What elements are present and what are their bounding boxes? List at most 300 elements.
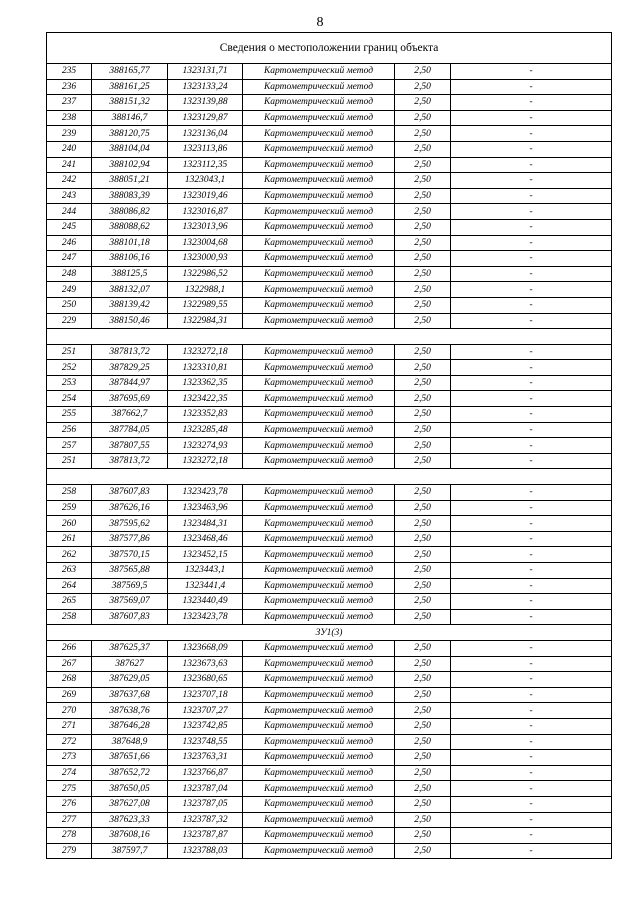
description-cell: -	[451, 594, 612, 610]
accuracy-cell: 2,50	[395, 718, 451, 734]
description-cell: -	[451, 126, 612, 142]
table-row	[47, 609, 612, 625]
x-coordinate-cell: 387629,05	[92, 672, 168, 688]
table-header-row	[47, 33, 612, 64]
table-row	[47, 594, 612, 610]
accuracy-cell: 2,50	[395, 656, 451, 672]
accuracy-cell: 2,50	[395, 375, 451, 391]
point-number-cell: 244	[47, 204, 92, 220]
description-cell: -	[451, 313, 612, 329]
table-row	[47, 672, 612, 688]
description-cell: -	[451, 282, 612, 298]
accuracy-cell: 2,50	[395, 438, 451, 454]
accuracy-cell: 2,50	[395, 531, 451, 547]
y-coordinate-cell: 1323788,03	[168, 843, 243, 859]
y-coordinate-cell: 1323274,93	[168, 438, 243, 454]
table-row	[47, 640, 612, 656]
description-cell: -	[451, 828, 612, 844]
point-number-cell: 256	[47, 422, 92, 438]
point-number-cell: 236	[47, 79, 92, 95]
accuracy-cell: 2,50	[395, 282, 451, 298]
y-coordinate-cell: 1322989,55	[168, 297, 243, 313]
x-coordinate-cell: 388150,46	[92, 313, 168, 329]
table-row	[47, 812, 612, 828]
x-coordinate-cell: 387637,68	[92, 687, 168, 703]
y-coordinate-cell: 1323272,18	[168, 344, 243, 360]
table-row	[47, 188, 612, 204]
y-coordinate-cell: 1323131,71	[168, 64, 243, 80]
table-row	[47, 157, 612, 173]
x-coordinate-cell: 387625,37	[92, 640, 168, 656]
description-cell: -	[451, 500, 612, 516]
description-cell: -	[451, 750, 612, 766]
description-cell: -	[451, 531, 612, 547]
y-coordinate-cell: 1323748,55	[168, 734, 243, 750]
description-cell: -	[451, 407, 612, 423]
x-coordinate-cell: 388088,62	[92, 219, 168, 235]
point-number-cell: 238	[47, 110, 92, 126]
point-number-cell: 242	[47, 173, 92, 189]
y-coordinate-cell: 1323787,04	[168, 781, 243, 797]
point-number-cell: 265	[47, 594, 92, 610]
accuracy-cell: 2,50	[395, 812, 451, 828]
accuracy-cell: 2,50	[395, 453, 451, 469]
description-cell: -	[451, 703, 612, 719]
point-number-cell: 255	[47, 407, 92, 423]
y-coordinate-cell: 1323004,68	[168, 235, 243, 251]
method-cell: Картометрический метод	[243, 718, 395, 734]
table-row	[47, 313, 612, 329]
description-cell: -	[451, 734, 612, 750]
y-coordinate-cell: 1323787,05	[168, 796, 243, 812]
accuracy-cell: 2,50	[395, 251, 451, 267]
description-cell: -	[451, 563, 612, 579]
empty-cell	[47, 329, 612, 345]
y-coordinate-cell: 1323423,78	[168, 609, 243, 625]
point-number-cell: 267	[47, 656, 92, 672]
empty-cell	[47, 469, 612, 485]
table-row	[47, 64, 612, 80]
description-cell: -	[451, 375, 612, 391]
method-cell: Картометрический метод	[243, 516, 395, 532]
accuracy-cell: 2,50	[395, 110, 451, 126]
method-cell: Картометрический метод	[243, 282, 395, 298]
table-row	[47, 843, 612, 859]
x-coordinate-cell: 387597,7	[92, 843, 168, 859]
description-cell: -	[451, 640, 612, 656]
y-coordinate-cell: 1323016,87	[168, 204, 243, 220]
accuracy-cell: 2,50	[395, 703, 451, 719]
x-coordinate-cell: 387595,62	[92, 516, 168, 532]
description-cell: -	[451, 64, 612, 80]
description-cell: -	[451, 485, 612, 501]
method-cell: Картометрический метод	[243, 266, 395, 282]
point-number-cell: 246	[47, 235, 92, 251]
description-cell: -	[451, 266, 612, 282]
method-cell: Картометрический метод	[243, 438, 395, 454]
x-coordinate-cell: 387813,72	[92, 344, 168, 360]
x-coordinate-cell: 387565,88	[92, 563, 168, 579]
point-number-cell: 251	[47, 453, 92, 469]
x-coordinate-cell: 387577,86	[92, 531, 168, 547]
accuracy-cell: 2,50	[395, 796, 451, 812]
method-cell: Картометрический метод	[243, 500, 395, 516]
point-number-cell: 237	[47, 95, 92, 111]
description-cell: -	[451, 235, 612, 251]
method-cell: Картометрический метод	[243, 219, 395, 235]
y-coordinate-cell: 1323043,1	[168, 173, 243, 189]
accuracy-cell: 2,50	[395, 422, 451, 438]
table-row	[47, 422, 612, 438]
y-coordinate-cell: 1323463,96	[168, 500, 243, 516]
y-coordinate-cell: 1323707,18	[168, 687, 243, 703]
description-cell: -	[451, 547, 612, 563]
x-coordinate-cell: 387651,66	[92, 750, 168, 766]
y-coordinate-cell: 1323139,88	[168, 95, 243, 111]
accuracy-cell: 2,50	[395, 188, 451, 204]
point-number-cell: 239	[47, 126, 92, 142]
table-row	[47, 360, 612, 376]
method-cell: Картометрический метод	[243, 110, 395, 126]
point-number-cell: 275	[47, 781, 92, 797]
table-row	[47, 297, 612, 313]
y-coordinate-cell: 1323680,65	[168, 672, 243, 688]
y-coordinate-cell: 1322986,52	[168, 266, 243, 282]
point-number-cell: 252	[47, 360, 92, 376]
y-coordinate-cell: 1323707,27	[168, 703, 243, 719]
accuracy-cell: 2,50	[395, 157, 451, 173]
x-coordinate-cell: 387627,08	[92, 796, 168, 812]
point-number-cell: 229	[47, 313, 92, 329]
y-coordinate-cell: 1323787,32	[168, 812, 243, 828]
method-cell: Картометрический метод	[243, 609, 395, 625]
method-cell: Картометрический метод	[243, 422, 395, 438]
y-coordinate-cell: 1323452,15	[168, 547, 243, 563]
accuracy-cell: 2,50	[395, 360, 451, 376]
description-cell: -	[451, 843, 612, 859]
method-cell: Картометрический метод	[243, 391, 395, 407]
point-number-cell: 273	[47, 750, 92, 766]
description-cell: -	[451, 95, 612, 111]
description-cell: -	[451, 765, 612, 781]
accuracy-cell: 2,50	[395, 828, 451, 844]
point-number-cell: 272	[47, 734, 92, 750]
accuracy-cell: 2,50	[395, 750, 451, 766]
accuracy-cell: 2,50	[395, 516, 451, 532]
accuracy-cell: 2,50	[395, 95, 451, 111]
x-coordinate-cell: 388104,04	[92, 141, 168, 157]
table-row	[47, 204, 612, 220]
x-coordinate-cell: 388165,77	[92, 64, 168, 80]
table-row	[47, 126, 612, 142]
y-coordinate-cell: 1323136,04	[168, 126, 243, 142]
x-coordinate-cell: 388146,7	[92, 110, 168, 126]
zone-label: ЗУ1(3)	[47, 625, 612, 641]
point-number-cell: 271	[47, 718, 92, 734]
method-cell: Картометрический метод	[243, 547, 395, 563]
point-number-cell: 243	[47, 188, 92, 204]
description-cell: -	[451, 812, 612, 828]
method-cell: Картометрический метод	[243, 95, 395, 111]
point-number-cell: 266	[47, 640, 92, 656]
description-cell: -	[451, 781, 612, 797]
method-cell: Картометрический метод	[243, 297, 395, 313]
accuracy-cell: 2,50	[395, 141, 451, 157]
method-cell: Картометрический метод	[243, 594, 395, 610]
y-coordinate-cell: 1323673,63	[168, 656, 243, 672]
x-coordinate-cell: 387784,05	[92, 422, 168, 438]
table-row	[47, 734, 612, 750]
table-row	[47, 79, 612, 95]
table-row	[47, 563, 612, 579]
table-row	[47, 173, 612, 189]
y-coordinate-cell: 1323443,1	[168, 563, 243, 579]
point-number-cell: 245	[47, 219, 92, 235]
y-coordinate-cell: 1323352,83	[168, 407, 243, 423]
y-coordinate-cell: 1322984,31	[168, 313, 243, 329]
description-cell: -	[451, 438, 612, 454]
x-coordinate-cell: 387623,33	[92, 812, 168, 828]
x-coordinate-cell: 387569,5	[92, 578, 168, 594]
description-cell: -	[451, 609, 612, 625]
table-title: Сведения о местоположении границ объекта	[47, 33, 612, 64]
method-cell: Картометрический метод	[243, 360, 395, 376]
point-number-cell: 235	[47, 64, 92, 80]
accuracy-cell: 2,50	[395, 609, 451, 625]
method-cell: Картометрический метод	[243, 173, 395, 189]
description-cell: -	[451, 173, 612, 189]
x-coordinate-cell: 387626,16	[92, 500, 168, 516]
table-row	[47, 516, 612, 532]
method-cell: Картометрический метод	[243, 79, 395, 95]
x-coordinate-cell: 387608,16	[92, 828, 168, 844]
x-coordinate-cell: 387844,97	[92, 375, 168, 391]
method-cell: Картометрический метод	[243, 687, 395, 703]
table-row	[47, 391, 612, 407]
y-coordinate-cell: 1323441,4	[168, 578, 243, 594]
point-number-cell: 250	[47, 297, 92, 313]
point-number-cell: 241	[47, 157, 92, 173]
x-coordinate-cell: 388125,5	[92, 266, 168, 282]
description-cell: -	[451, 157, 612, 173]
method-cell: Картометрический метод	[243, 485, 395, 501]
y-coordinate-cell: 1323113,86	[168, 141, 243, 157]
accuracy-cell: 2,50	[395, 173, 451, 189]
point-number-cell: 257	[47, 438, 92, 454]
y-coordinate-cell: 1323310,81	[168, 360, 243, 376]
accuracy-cell: 2,50	[395, 687, 451, 703]
table-row	[47, 828, 612, 844]
point-number-cell: 258	[47, 609, 92, 625]
description-cell: -	[451, 578, 612, 594]
x-coordinate-cell: 387570,15	[92, 547, 168, 563]
x-coordinate-cell: 388151,32	[92, 95, 168, 111]
section-separator-row	[47, 469, 612, 485]
table-row	[47, 656, 612, 672]
y-coordinate-cell: 1323484,31	[168, 516, 243, 532]
boundary-coordinates-table	[46, 32, 612, 859]
table-row	[47, 219, 612, 235]
method-cell: Картометрический метод	[243, 734, 395, 750]
y-coordinate-cell: 1323742,85	[168, 718, 243, 734]
method-cell: Картометрический метод	[243, 750, 395, 766]
method-cell: Картометрический метод	[243, 672, 395, 688]
table-row	[47, 235, 612, 251]
table-row	[47, 703, 612, 719]
method-cell: Картометрический метод	[243, 640, 395, 656]
table-row	[47, 500, 612, 516]
x-coordinate-cell: 387652,72	[92, 765, 168, 781]
point-number-cell: 270	[47, 703, 92, 719]
section-separator-row	[47, 329, 612, 345]
description-cell: -	[451, 344, 612, 360]
table-row	[47, 95, 612, 111]
x-coordinate-cell: 388101,18	[92, 235, 168, 251]
point-number-cell: 253	[47, 375, 92, 391]
point-number-cell: 249	[47, 282, 92, 298]
description-cell: -	[451, 687, 612, 703]
table-row	[47, 407, 612, 423]
x-coordinate-cell: 388120,75	[92, 126, 168, 142]
y-coordinate-cell: 1323440,49	[168, 594, 243, 610]
x-coordinate-cell: 387813,72	[92, 453, 168, 469]
description-cell: -	[451, 672, 612, 688]
description-cell: -	[451, 79, 612, 95]
x-coordinate-cell: 388106,16	[92, 251, 168, 267]
point-number-cell: 276	[47, 796, 92, 812]
table-row	[47, 578, 612, 594]
x-coordinate-cell: 387650,05	[92, 781, 168, 797]
method-cell: Картометрический метод	[243, 235, 395, 251]
method-cell: Картометрический метод	[243, 563, 395, 579]
point-number-cell: 260	[47, 516, 92, 532]
point-number-cell: 274	[47, 765, 92, 781]
method-cell: Картометрический метод	[243, 703, 395, 719]
y-coordinate-cell: 1322988,1	[168, 282, 243, 298]
table-row	[47, 485, 612, 501]
method-cell: Картометрический метод	[243, 828, 395, 844]
point-number-cell: 259	[47, 500, 92, 516]
accuracy-cell: 2,50	[395, 781, 451, 797]
table-row	[47, 687, 612, 703]
description-cell: -	[451, 188, 612, 204]
accuracy-cell: 2,50	[395, 578, 451, 594]
table-body	[47, 33, 612, 859]
accuracy-cell: 2,50	[395, 563, 451, 579]
y-coordinate-cell: 1323468,46	[168, 531, 243, 547]
x-coordinate-cell: 387648,9	[92, 734, 168, 750]
accuracy-cell: 2,50	[395, 391, 451, 407]
method-cell: Картометрический метод	[243, 578, 395, 594]
point-number-cell: 264	[47, 578, 92, 594]
description-cell: -	[451, 516, 612, 532]
method-cell: Картометрический метод	[243, 251, 395, 267]
x-coordinate-cell: 388161,25	[92, 79, 168, 95]
x-coordinate-cell: 387807,55	[92, 438, 168, 454]
accuracy-cell: 2,50	[395, 594, 451, 610]
description-cell: -	[451, 422, 612, 438]
page-number: 8	[316, 15, 324, 30]
y-coordinate-cell: 1323000,93	[168, 251, 243, 267]
accuracy-cell: 2,50	[395, 547, 451, 563]
description-cell: -	[451, 251, 612, 267]
y-coordinate-cell: 1323019,46	[168, 188, 243, 204]
point-number-cell: 251	[47, 344, 92, 360]
point-number-cell: 279	[47, 843, 92, 859]
y-coordinate-cell: 1323787,87	[168, 828, 243, 844]
x-coordinate-cell: 388139,42	[92, 297, 168, 313]
table-row	[47, 750, 612, 766]
method-cell: Картометрический метод	[243, 796, 395, 812]
point-number-cell: 269	[47, 687, 92, 703]
method-cell: Картометрический метод	[243, 313, 395, 329]
accuracy-cell: 2,50	[395, 344, 451, 360]
table-row	[47, 282, 612, 298]
description-cell: -	[451, 219, 612, 235]
x-coordinate-cell: 387638,76	[92, 703, 168, 719]
method-cell: Картометрический метод	[243, 453, 395, 469]
method-cell: Картометрический метод	[243, 204, 395, 220]
y-coordinate-cell: 1323133,24	[168, 79, 243, 95]
table-row	[47, 718, 612, 734]
table-row	[47, 765, 612, 781]
table-row	[47, 344, 612, 360]
accuracy-cell: 2,50	[395, 219, 451, 235]
method-cell: Картометрический метод	[243, 141, 395, 157]
accuracy-cell: 2,50	[395, 765, 451, 781]
method-cell: Картометрический метод	[243, 188, 395, 204]
accuracy-cell: 2,50	[395, 407, 451, 423]
x-coordinate-cell: 387607,83	[92, 609, 168, 625]
point-number-cell: 247	[47, 251, 92, 267]
y-coordinate-cell: 1323362,35	[168, 375, 243, 391]
y-coordinate-cell: 1323112,35	[168, 157, 243, 173]
x-coordinate-cell: 388083,39	[92, 188, 168, 204]
method-cell: Картометрический метод	[243, 64, 395, 80]
accuracy-cell: 2,50	[395, 500, 451, 516]
accuracy-cell: 2,50	[395, 79, 451, 95]
table-row	[47, 547, 612, 563]
table-row	[47, 531, 612, 547]
x-coordinate-cell: 388051,21	[92, 173, 168, 189]
y-coordinate-cell: 1323285,48	[168, 422, 243, 438]
method-cell: Картометрический метод	[243, 656, 395, 672]
accuracy-cell: 2,50	[395, 843, 451, 859]
x-coordinate-cell: 387607,83	[92, 485, 168, 501]
x-coordinate-cell: 387646,28	[92, 718, 168, 734]
table-row	[47, 110, 612, 126]
point-number-cell: 277	[47, 812, 92, 828]
table-row	[47, 141, 612, 157]
table-row	[47, 453, 612, 469]
table-row	[47, 266, 612, 282]
y-coordinate-cell: 1323668,09	[168, 640, 243, 656]
x-coordinate-cell: 387627	[92, 656, 168, 672]
description-cell: -	[451, 718, 612, 734]
accuracy-cell: 2,50	[395, 313, 451, 329]
accuracy-cell: 2,50	[395, 640, 451, 656]
method-cell: Картометрический метод	[243, 157, 395, 173]
y-coordinate-cell: 1323422,35	[168, 391, 243, 407]
accuracy-cell: 2,50	[395, 204, 451, 220]
accuracy-cell: 2,50	[395, 297, 451, 313]
description-cell: -	[451, 360, 612, 376]
x-coordinate-cell: 387829,25	[92, 360, 168, 376]
point-number-cell: 240	[47, 141, 92, 157]
point-number-cell: 268	[47, 672, 92, 688]
table-row	[47, 375, 612, 391]
method-cell: Картометрический метод	[243, 126, 395, 142]
